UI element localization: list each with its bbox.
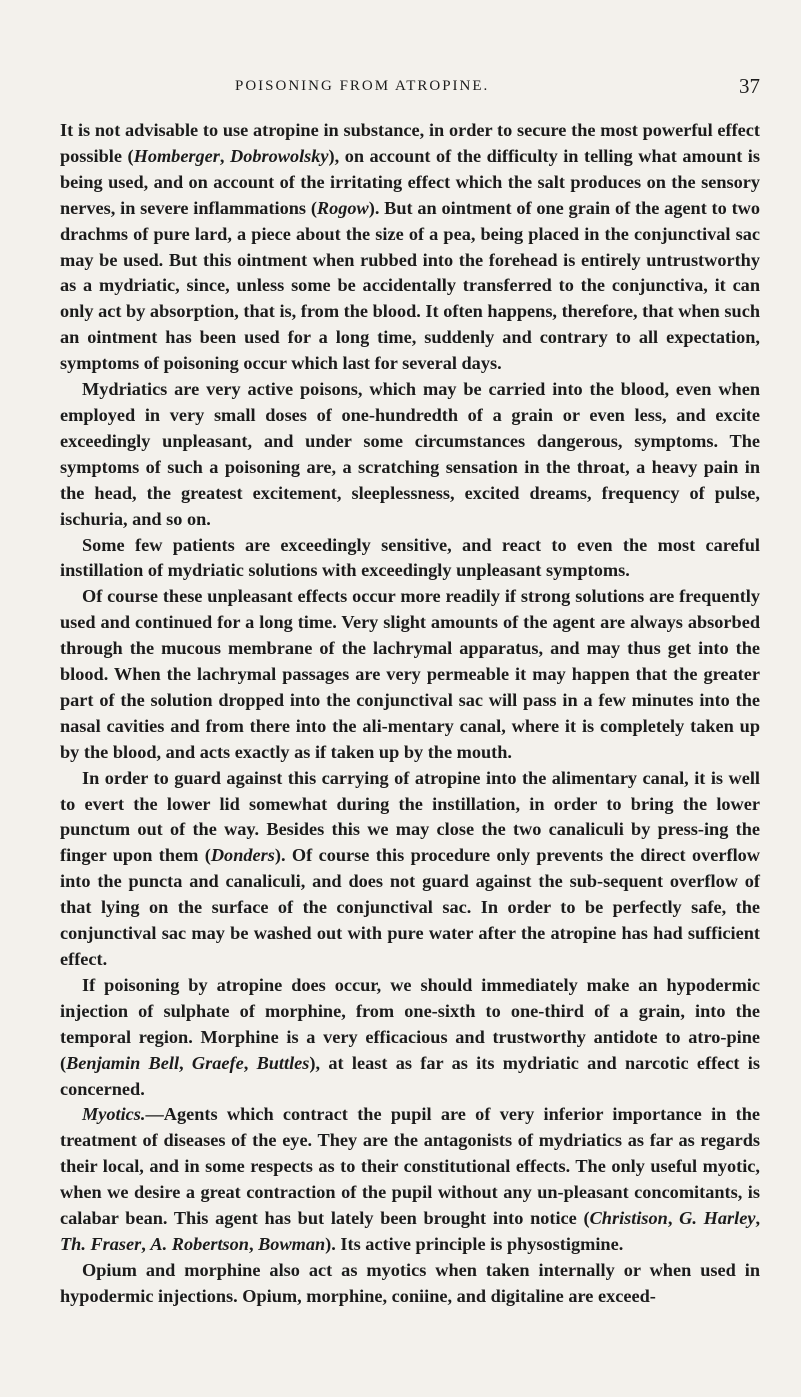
running-title: POISONING FROM ATROPINE. bbox=[235, 78, 490, 94]
italic-citation: G. Harley bbox=[679, 1208, 756, 1229]
text-run: Of course these unpleasant effects occur more readily if strong solutions are frequently used and continued for a long time. Very slight amounts of the agent are always absorbed through the mucous membrane of the lachrymal apparatus, and may thus get into the blood. When the lachrymal passages are very permeable it may happen that the greater part of the solution dropped into the conjunctival sac will pass in a few minutes into the nasal cavities and from there into the ali-mentary canal, where it is completely taken up by the blood, and acts exactly as if taken up by the mouth. bbox=[60, 586, 760, 762]
paragraph bbox=[60, 584, 760, 765]
text-run: Mydriatics are very active poisons, which may be carried into the blood, even when employed in very small doses of one-hundredth of a grain or even less, and excite exceedingly unpleasant, and under some circumstances dangerous, symptoms. The symptoms of such a poisoning are, a scratching sensation in the throat, a heavy pain in the head, the greatest excitement, sleeplessness, excited dreams, frequency of pulse, ischuria, and so on. bbox=[60, 379, 760, 529]
text-run: , bbox=[755, 1208, 761, 1229]
italic-citation: Bowman bbox=[258, 1233, 326, 1254]
text-run: ). But an ointment of one grain of the agent to two drachms of pure lard, a piece about the size of a pea, being placed in the conjunctival sac may be used. But this ointment when rubbed into the forehead is entirely untrustworthy as a mydriatic, since, unless some be accidentally transferred to the conjunctiva, it can only act by absorption, that is, from the blood. It often happens, therefore, that when such an ointment has been used for a long time, suddenly and contrary to all expectation, symptoms of poisoning occur which last for several days. bbox=[60, 197, 760, 374]
text-run: ). Of course this procedure only prevents the direct overflow into the puncta and canaliculi, and does not guard against the sub-sequent overflow of that lying on the surface of the conjunctival sac. In order to be perfectly safe, the conjunctival sac may be washed out with pure water after the atropine has had sufficient effect. bbox=[60, 845, 760, 969]
paragraph bbox=[60, 377, 760, 532]
text-run: ), on account of the difficulty in telling what amount is being used, and on account of the irritating effect which the salt produces on the sensory nerves, in severe inflammations ( bbox=[60, 145, 761, 218]
italic-citation: Benjamin Bell bbox=[66, 1052, 180, 1073]
text-run: Opium and morphine also act as myotics when taken internally or when used in hypodermic injections. Opium, morphine, coniine, and digitaline are exceed- bbox=[60, 1259, 760, 1306]
body-text bbox=[60, 118, 760, 1310]
paragraph bbox=[60, 973, 760, 1103]
paragraph bbox=[60, 766, 760, 973]
text-run: It is not advisable to use atropine in substance, in order to secure the most powerful effect possible ( bbox=[60, 120, 760, 166]
text-run: , bbox=[219, 145, 231, 166]
paragraph bbox=[60, 1258, 760, 1310]
text-run: , bbox=[243, 1052, 257, 1073]
page-number: 37 bbox=[739, 74, 760, 98]
text-run: ), at least as far as its mydriatic and narcotic effect is concerned. bbox=[60, 1052, 760, 1099]
italic-citation: Dobrowolsky bbox=[230, 145, 329, 166]
italic-citation: Rogow bbox=[316, 197, 369, 218]
paragraph bbox=[60, 533, 760, 585]
text-run: , bbox=[179, 1052, 192, 1073]
paragraph bbox=[60, 118, 760, 377]
text-run: Some few patients are exceedingly sensitive, and react to even the most careful instillation of mydriatic solutions with exceedingly unpleasant symptoms. bbox=[60, 534, 760, 581]
text-run: , bbox=[141, 1233, 151, 1254]
text-run: In order to guard against this carrying of atropine into the alimentary canal, it is well to evert the lower lid somewhat during the instillation, in order to bring the lower punctum out of the way. Besides this we may close the two canaliculi by press-ing the finger upon them ( bbox=[60, 767, 760, 866]
text-run: , bbox=[667, 1208, 680, 1229]
italic-citation: Graefe bbox=[191, 1052, 244, 1073]
italic-citation: Donders bbox=[210, 845, 275, 866]
italic-citation: Myotics. bbox=[82, 1104, 146, 1125]
italic-citation: Christison bbox=[589, 1208, 668, 1229]
italic-citation: Homberger bbox=[133, 145, 220, 166]
italic-citation: Buttles bbox=[256, 1052, 310, 1073]
italic-citation: Th. Fraser bbox=[60, 1233, 142, 1254]
page-header bbox=[60, 74, 760, 118]
text-run: ). Its active principle is physostigmine. bbox=[325, 1233, 624, 1254]
book-page bbox=[60, 74, 761, 1310]
text-run: If poisoning by atropine does occur, we should immediately make an hypodermic injection of sulphate of morphine, from one-sixth to one-third of a grain, into the temporal region. Morphine is a very efficacious and trustworthy antidote to atro-pine ( bbox=[60, 974, 760, 1073]
paragraph bbox=[60, 1102, 760, 1257]
italic-citation: A. Robertson bbox=[150, 1233, 249, 1254]
text-run: , bbox=[248, 1233, 259, 1254]
text-run: —Agents which contract the pupil are of very inferior importance in the treatment of diseases of the eye. They are the antagonists of mydriatics as far as regards their local, and in some respects as to their constitutional effects. The only useful myotic, when we desire a great contraction of the pupil without any un-pleasant concomitants, is calabar bean. This agent has but lately been brought into notice ( bbox=[60, 1104, 760, 1229]
